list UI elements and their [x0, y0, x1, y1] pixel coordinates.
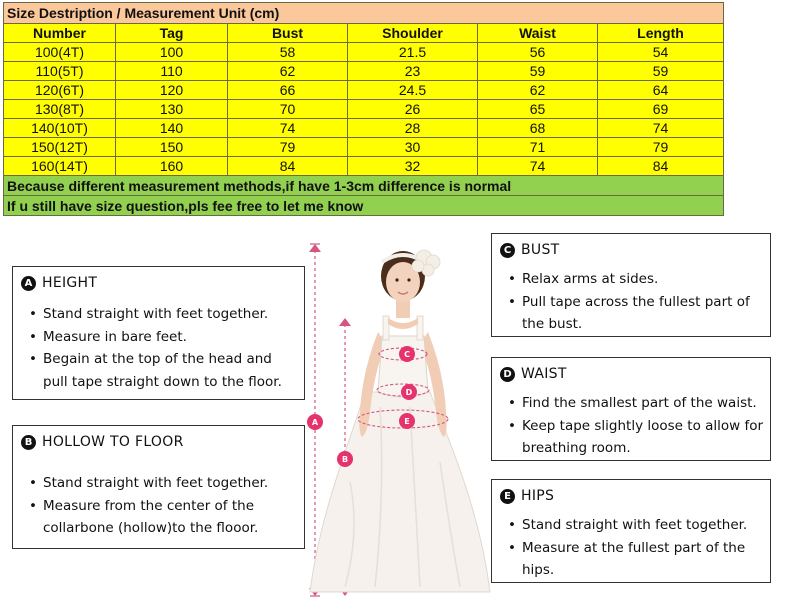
cell-shoulder: 24.5: [348, 81, 478, 100]
badge-a-icon: A: [21, 276, 36, 291]
marker-c-icon: C: [399, 346, 415, 362]
cell-bust: 84: [228, 157, 348, 176]
hollow-guide-box: [12, 425, 305, 549]
table-row: [4, 138, 724, 157]
list-item: • Begain at the top of the head and pull tape straight down to the floor.: [23, 348, 298, 393]
cell-number: 160(14T): [4, 157, 116, 176]
cell-waist: 71: [478, 138, 598, 157]
headband-flower-icon: [412, 250, 440, 276]
list-item: • Stand straight with feet together.: [23, 472, 298, 495]
cell-waist: 56: [478, 43, 598, 62]
cell-shoulder: 21.5: [348, 43, 478, 62]
hips-guide-box: [491, 479, 771, 583]
hollow-guide-heading: [21, 434, 184, 450]
cell-shoulder: 30: [348, 138, 478, 157]
cell-shoulder: 28: [348, 119, 478, 138]
note-measurement: Because different measurement methods,if have 1-3cm difference is normal: [4, 176, 724, 196]
cell-waist: 62: [478, 81, 598, 100]
marker-d-icon: D: [401, 384, 417, 400]
header-length: Length: [598, 24, 724, 43]
cell-number: 120(6T): [4, 81, 116, 100]
cell-length: 69: [598, 100, 724, 119]
cell-waist: 59: [478, 62, 598, 81]
cell-tag: 150: [116, 138, 228, 157]
cell-shoulder: 26: [348, 100, 478, 119]
table-row: [4, 81, 724, 100]
marker-e-icon: E: [399, 413, 415, 429]
table-row: [4, 43, 724, 62]
table-row: [4, 119, 724, 138]
cell-length: 79: [598, 138, 724, 157]
cell-waist: 74: [478, 157, 598, 176]
size-table: [3, 2, 724, 216]
cell-length: 54: [598, 43, 724, 62]
list-item: • Measure in bare feet.: [23, 326, 298, 349]
height-guide-list: [23, 303, 298, 393]
hips-guide-list: [502, 514, 768, 582]
height-title: HEIGHT: [42, 275, 98, 291]
table-header-row: [4, 24, 724, 43]
model-figure: [290, 232, 500, 608]
table-row: [4, 157, 724, 176]
bust-guide-box: [491, 233, 771, 337]
header-tag: Tag: [116, 24, 228, 43]
header-number: Number: [4, 24, 116, 43]
cell-tag: 140: [116, 119, 228, 138]
hips-title: HIPS: [521, 488, 555, 504]
list-item: • Stand straight with feet together.: [502, 514, 768, 537]
waist-guide-heading: [500, 366, 567, 382]
marker-a-icon: A: [307, 414, 323, 430]
bust-guide-heading: [500, 242, 560, 258]
hollow-title: HOLLOW TO FLOOR: [42, 434, 184, 450]
cell-bust: 79: [228, 138, 348, 157]
table-row: [4, 100, 724, 119]
cell-shoulder: 23: [348, 62, 478, 81]
bust-title: BUST: [521, 242, 560, 258]
cell-waist: 65: [478, 100, 598, 119]
cell-bust: 62: [228, 62, 348, 81]
cell-bust: 58: [228, 43, 348, 62]
cell-bust: 66: [228, 81, 348, 100]
cell-shoulder: 32: [348, 157, 478, 176]
cell-tag: 120: [116, 81, 228, 100]
height-guide-heading: [21, 275, 97, 291]
cell-number: 140(10T): [4, 119, 116, 138]
cell-bust: 74: [228, 119, 348, 138]
hollow-guide-list: [23, 472, 298, 540]
cell-number: 150(12T): [4, 138, 116, 157]
height-guide-box: [12, 266, 305, 400]
bust-guide-list: [502, 268, 764, 336]
height-arrow-top-icon: [309, 244, 321, 252]
list-item: • Keep tape slightly loose to allow for breathing room.: [502, 415, 768, 460]
badge-b-icon: B: [21, 435, 36, 450]
list-item: • Stand straight with feet together.: [23, 303, 298, 326]
cell-waist: 68: [478, 119, 598, 138]
list-item: • Relax arms at sides.: [502, 268, 764, 291]
list-item: • Pull tape across the fullest part of the bust.: [502, 291, 764, 336]
header-bust: Bust: [228, 24, 348, 43]
list-item: • Measure from the center of the collarbone (hollow)to the flooor.: [23, 495, 298, 540]
cell-number: 100(4T): [4, 43, 116, 62]
list-item: • Measure at the fullest part of the hips.: [502, 537, 768, 582]
hollow-arrow-top-icon: [339, 318, 351, 326]
waist-guide-list: [502, 392, 768, 460]
cell-number: 130(8T): [4, 100, 116, 119]
waist-guide-box: [491, 357, 771, 461]
table-row: [4, 62, 724, 81]
cell-length: 59: [598, 62, 724, 81]
table-title: Size Destription / Measurement Unit (cm): [4, 3, 724, 24]
badge-e-icon: E: [500, 489, 515, 504]
marker-b-icon: B: [337, 451, 353, 467]
header-shoulder: Shoulder: [348, 24, 478, 43]
cell-tag: 130: [116, 100, 228, 119]
cell-tag: 100: [116, 43, 228, 62]
cell-tag: 110: [116, 62, 228, 81]
cell-length: 74: [598, 119, 724, 138]
hips-guide-heading: [500, 488, 554, 504]
badge-c-icon: C: [500, 243, 515, 258]
cell-length: 64: [598, 81, 724, 100]
cell-tag: 160: [116, 157, 228, 176]
cell-length: 84: [598, 157, 724, 176]
cell-number: 110(5T): [4, 62, 116, 81]
cell-bust: 70: [228, 100, 348, 119]
list-item: • Find the smallest part of the waist.: [502, 392, 768, 415]
header-waist: Waist: [478, 24, 598, 43]
note-contact: If u still have size question,pls fee free to let me know: [4, 196, 724, 216]
badge-d-icon: D: [500, 367, 515, 382]
waist-title: WAIST: [521, 366, 567, 382]
